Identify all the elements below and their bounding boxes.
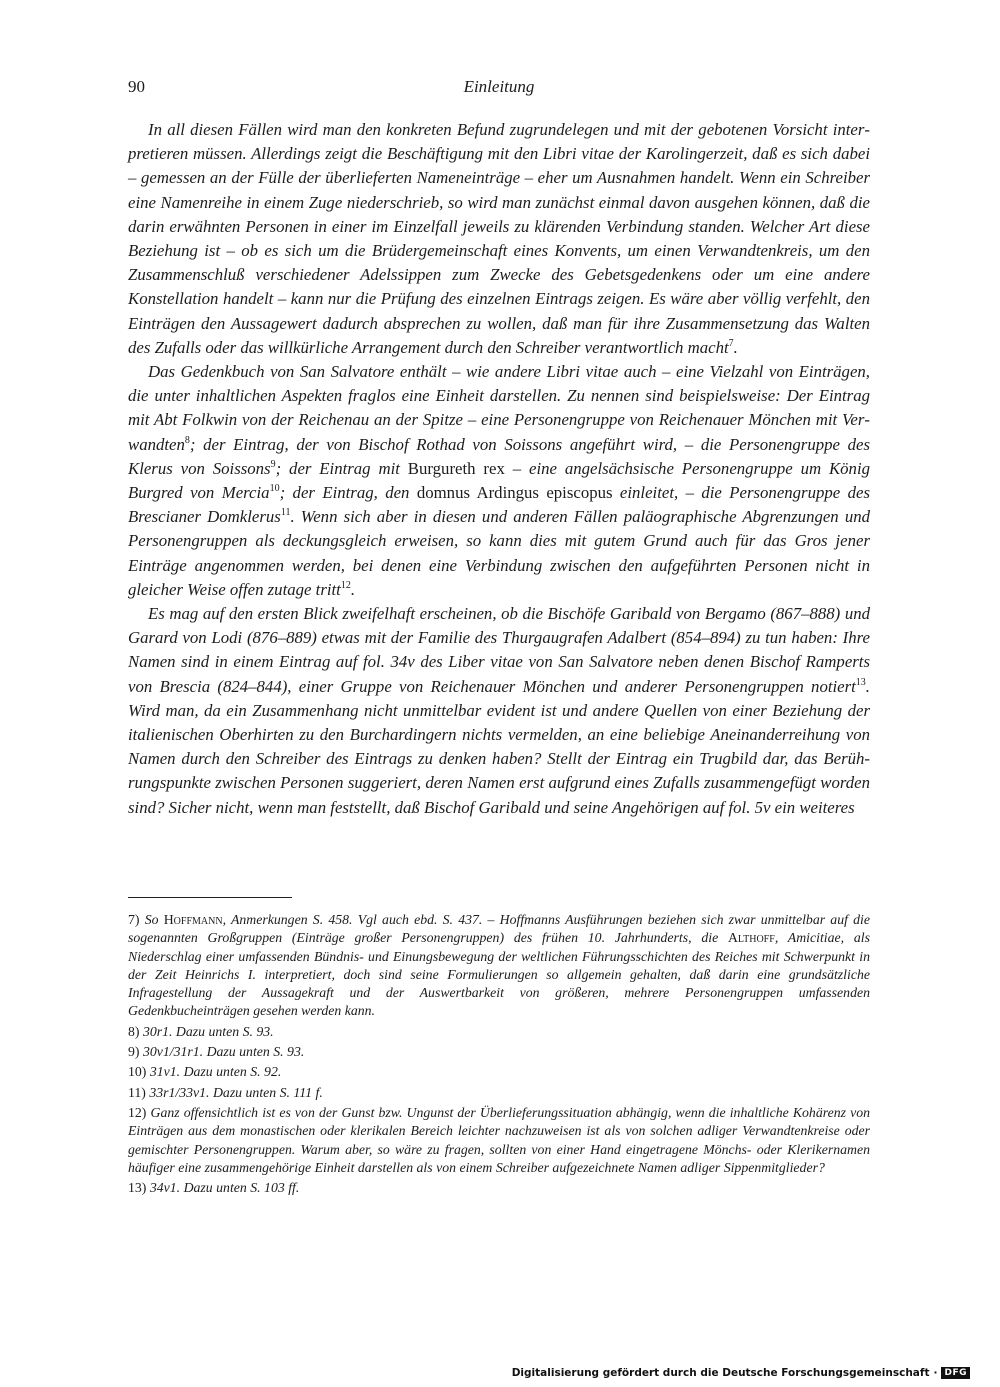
footnote-number: 9): [128, 1044, 140, 1060]
body-paragraph: [128, 602, 870, 820]
footnote-body: [140, 1044, 305, 1059]
dfg-logo: DFG: [941, 1367, 970, 1379]
author-name: Althoff: [727, 930, 775, 946]
footnote: [128, 1084, 870, 1102]
body-text: [128, 118, 870, 820]
credit-text: Digitalisierung gefördert durch die Deutsche Forschungsgemeinschaft: [511, 1367, 930, 1379]
paragraph-text: .: [350, 579, 356, 599]
footnote-text: So: [139, 912, 164, 927]
paragraph-text: ; der Eintrag, der von Bischof Rothad von Soissons angeführt wird, – die Personengruppe des Klerus von Soissons: [128, 434, 870, 478]
footnote-number: 7): [128, 912, 140, 927]
footnote-text: Ganz offensichtlich ist es von der Gunst bzw. Ungunst der Überlieferungssituation abhängig, wenn die inhaltliche Kohärenz von Einträgen aus dem monastischen oder klerikalen Bereich leichter nachzuweisen ist als von solchen adliger Verwandtenkreise oder gemischter Personengruppen. Warum aber, so wäre zu fragen, sollten von einer Hand eingetragene Mönchs- oder Klerikernamen häufiger eine zusammengehörige Einheit darstellen als von einem Schreiber aufgezeichnete Namen adliger Sippenmitglieder?: [128, 1104, 870, 1175]
footnote-reference: 9: [270, 458, 276, 470]
paragraph-text: . Wenn sich aber in diesen und anderen Fällen paläographische Abgrenzungen und Personengruppen als deckungsgleich erweisen, so kann dies mit gutem Grund auch für das Gros jener Einträge angenommen werden, bei denen eine Verbindung zwischen den aufgeführten Personen nicht in gleicher Weise offen zutage tritt: [128, 507, 871, 599]
page-number: 90: [128, 77, 145, 96]
footnote-reference: 10: [269, 483, 280, 495]
paragraph-text: In all diesen Fällen wird man den konkreten Befund zugrundelegen und mit der gebotenen Vorsicht interpretieren müssen. Allerdings zeigt die Beschäftigung mit den Libri vitae der Karolingerzeit, daß es sich dabei – gemessen an der Fülle der überlieferten Nameneinträge – eher um Ausnahmen handelt. Wenn ein Schreiber eine Namenreihe in einem Zuge niederschrieb, so wird man zunächst einmal davon ausgehen können, daß die darin erwähnten Personen in einer im Einzelfall jeweils zu klärenden Verbindung standen. Welcher Art diese Beziehung ist – ob es sich um die Brüdergemeinschaft eines Konvents, um einen Verwandtenkreis, um den Zusammenschluß verschiedener Adelssippen zum Zwecke des Gebetsgedenkens oder um eine andere Konstellation handelt – kann nur die Prüfung des einzelnen Eintrags zeigen. Es wäre aber völlig verfehlt, den Einträgen den Aussagewert dadurch absprechen zu wollen, daß man für ihre Zusammensetzung das Walten des Zufalls oder das willkürliche Arrangement durch den Schreiber verantwortlich macht: [128, 120, 870, 357]
footnote-text: 31v1. Dazu unten S. 92.: [146, 1064, 282, 1080]
footnote: [128, 1023, 870, 1041]
paragraph-text: ; der Eintrag, den: [279, 483, 417, 503]
footnote-text: 33r1/33v1. Dazu unten S. 111 f.: [145, 1084, 323, 1100]
footnote-number: 12): [128, 1104, 147, 1120]
footnote-reference: 8: [184, 434, 190, 446]
footnote: [128, 911, 870, 1021]
footnote-text: , Amicitiae, als Niederschlag einer umfassenden Bündnis- und Einungsbewegung der weltlichen Führungsschichten des Reiches mit Schwerpunkt in der Zeit Heinrichs I. interpretiert, doch sind seine Formulierungen so allgemein gehalten, daß darin eine grundsätzliche Infragestellung der Aussagekraft und der Auswertbarkeit von größeren, mehrere Personengruppen umfassenden Gedenkbucheinträgen gesehen werden kann.: [128, 930, 870, 1019]
author-name: Hoffmann: [163, 912, 223, 927]
footnote-text: , Anmerkungen S. 458. Vgl auch ebd. S. 437. – Hoffmanns Ausführungen beziehen sich zwar unmittelbar auf die sogenannten Großgruppen (Einträge großer Personengruppen) des frühen 10. Jahrhunderts, die: [128, 912, 870, 946]
footnote-text: 30r1. Dazu unten S. 93.: [139, 1023, 274, 1039]
page-header: [128, 77, 870, 105]
footnotes: [128, 911, 870, 1199]
paragraph-text: Es mag auf den ersten Blick zweifelhaft erscheinen, ob die Bischöfe Garibald von Bergamo (867–888) und Garard von Lodi (876–889) etwas mit der Familie des Thurgaugrafen Adalbert (854–894) zu tun haben: Ihre Namen sind in einem Eintrag auf fol. 34v des Liber vitae von San Salvatore neben denen Bischof Ramperts von Brescia (824–844), einer Gruppe von Reichenauer Mönchen und anderer Personengruppen notiert: [128, 604, 870, 696]
footnote-reference: 13: [855, 676, 866, 688]
paragraph-text: – eine angelsächsische Personengruppe um König Burgred von Mercia: [128, 458, 871, 503]
footnote-number: 10): [128, 1064, 147, 1080]
paragraph-text: ; der Eintrag mit: [275, 458, 408, 478]
footnote-reference: 11: [280, 507, 291, 519]
quoted-source-text: Burgureth rex: [407, 458, 505, 478]
footnote-reference: 7: [728, 337, 734, 349]
paragraph-text: einleitet, – die Personengruppe des Brescianer Domklerus: [128, 483, 870, 527]
footnote-number: 13): [128, 1180, 147, 1196]
footnote-body: [146, 1180, 299, 1195]
footnote: [128, 1043, 870, 1061]
body-paragraph: [128, 360, 870, 602]
quoted-source-text: domnus Ardingus episcopus: [416, 483, 613, 503]
footnote: [128, 1063, 870, 1081]
footnote-number: 8): [128, 1023, 140, 1039]
footnote-reference: 12: [340, 579, 351, 591]
footnote-text: 34v1. Dazu unten S. 103 ff.: [146, 1180, 300, 1196]
footnote: [128, 1179, 870, 1197]
footnote-number: 11): [128, 1084, 146, 1100]
footnote-body: [146, 1064, 281, 1079]
footnote-body: [140, 1024, 274, 1039]
footnote-body: [128, 912, 870, 1018]
paragraph-text: Das Gedenkbuch von San Salvatore enthält – wie andere Libri vitae auch – eine Vielzahl von Einträgen, die unter inhaltlichen Aspekten fraglos eine Einheit darstellen. Zu nennen sind beispielsweise: Der Eintrag mit Abt Folkwin von der Reichenau an der Spitze – eine Personengruppe von Reichenauer Mönchen mit Verwandten: [128, 362, 870, 454]
footnote-text: 30v1/31r1. Dazu unten S. 93.: [139, 1044, 305, 1060]
body-paragraph: [128, 118, 870, 360]
paragraph-text: . Wird man, da ein Zusammenhang nicht unmittelbar evident ist und andere Quellen von einer Beziehung der italienischen Oberhirten zu den Burchardingern nichts vermelden, an eine beliebige Aneinanderreihung von Namen durch den Schreiber des Eintrags zu denken haben? Stellt der Eintrag ein Trugbild dar, das Berührungspunkte zwischen Personen suggeriert, deren Namen erst aufgrund eines Zufalls zusammengefügt worden sind? Sicher nicht, wenn man feststellt, daß Bischof Garibald und seine Angehörigen auf fol. 5v ein weiteres: [128, 676, 870, 817]
footnote: [128, 1104, 870, 1177]
footnote-divider: [128, 897, 292, 898]
running-title: Einleitung: [463, 77, 535, 96]
footnote-body: [146, 1085, 323, 1100]
digitization-credit: Digitalisierung gefördert durch die Deutsche Forschungsgemeinschaft · DFG: [512, 1367, 970, 1379]
paragraph-text: .: [733, 337, 738, 357]
footnote-body: [128, 1105, 870, 1175]
